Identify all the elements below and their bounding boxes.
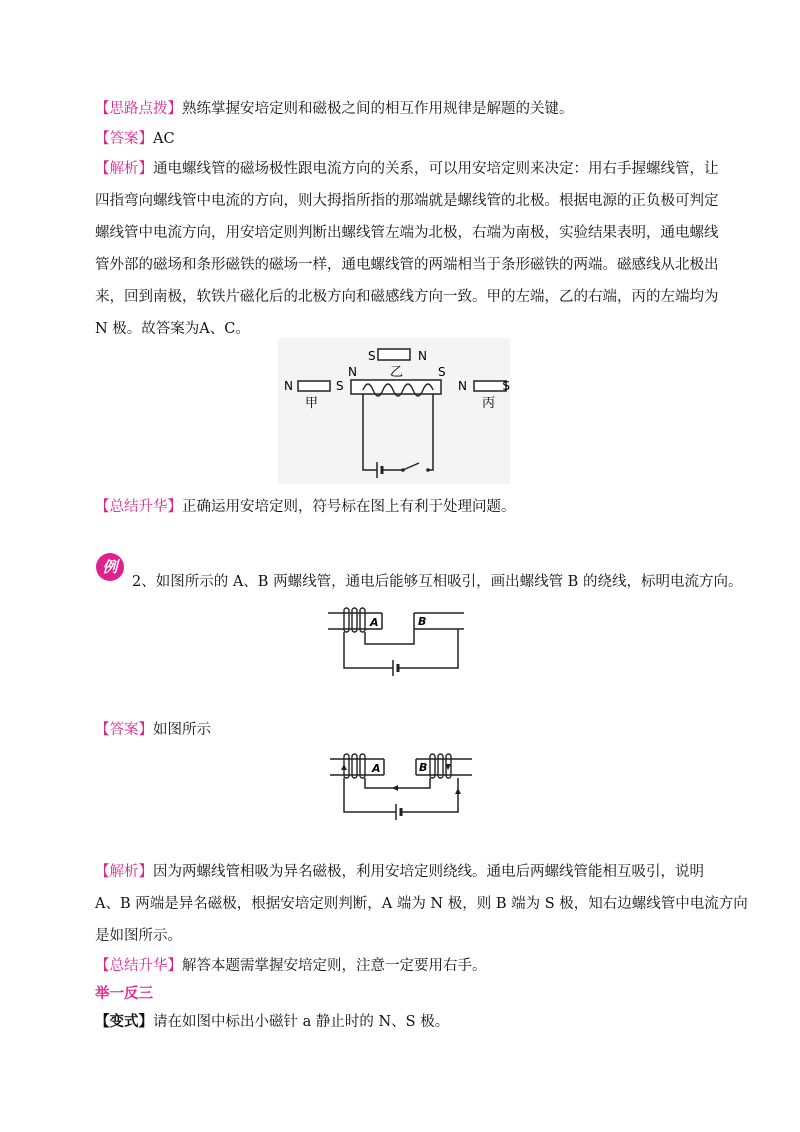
answer-2-tag: 【答案】 [95,722,153,738]
answer-1-tag: 【答案】 [95,131,153,147]
analysis-2-line-2: 是如图所示。 [95,928,182,944]
variant-question [95,1012,715,1032]
top-magnet-name: 乙 [390,365,404,380]
circuit-wire-left [344,778,396,812]
analysis-1-text-0: 通电螺线管的磁场极性跟电流方向的关系，可以用安培定则来决定：用右手握螺线管，让 [153,161,719,177]
summary-1-tag: 【总结升华】 [95,499,182,515]
coil-right-pole-label: S [438,365,446,379]
tips-tag: 【思路点拨】 [95,101,182,117]
right-magnet-n-label: N [458,379,467,393]
analysis-1-line-3: 管外部的磁场和条形磁铁的磁场一样，通电螺线管的两端相当于条形磁铁的两端。磁感线从北极出 [95,257,719,273]
summary-2-tag: 【总结升华】 [95,958,182,974]
answer-2-text: 如图所示 [153,722,211,738]
figure-2-question-diagram [328,604,464,690]
analysis-2-line-1: A、B 两端是异名磁极，根据安培定则判断，A 端为 N 极，则 B 端为 S 极，知右边螺线管中电流方向 [95,896,748,912]
connecting-wire [365,629,414,644]
section-heading: 举一反三 [95,986,153,1002]
answer-1 [95,129,715,149]
analysis-1-line-4: 来，回到南极，软铁片磁化后的北极方向和磁感线方向一致。甲的左端，乙的右端，丙的左端均为 [95,289,719,305]
left-magnet-name: 甲 [305,396,319,411]
right-magnet [474,381,506,391]
analysis-2-tag: 【解析】 [95,864,153,880]
analysis-1-line-0 [95,159,719,179]
analysis-1-line-2: 螺线管中电流方向，用安培定则判断出螺线管左端为北极，右端为南极，实验结果表明，通电螺线 [95,225,719,241]
variant-tag: 【变式】 [95,1013,153,1030]
circuit-wire-left [344,632,393,668]
coil-left-pole-label: N [348,365,357,379]
tips-paragraph [95,99,715,119]
analysis-1-line-5: N 极。故答案为A、C。 [95,321,250,337]
left-magnet [298,381,330,391]
top-magnet-n-label: N [418,349,427,363]
current-arrow-middle-left-icon [392,785,398,791]
analysis-2-line-0 [95,862,715,882]
variant-text: 请在如图中标出小磁针 a 静止时的 N、S 极。 [153,1014,450,1030]
analysis-1-tag: 【解析】 [95,161,153,177]
right-magnet-s-label: S [502,379,510,393]
circuit-wire-right [398,629,458,668]
top-magnet-s-label: S [368,349,376,363]
label-b: B [418,615,427,628]
analysis-1-line-1: 四指弯向螺线管中电流的方向，则大拇指所指的那端就是螺线管的北极。根据电源的正负极可判定 [95,193,719,209]
figure-3-answer-diagram [330,750,472,832]
answer-2 [95,720,715,740]
figure-1-solenoid-diagram [278,338,510,484]
label-a: A [372,762,381,775]
label-b: B [419,761,428,774]
left-magnet-n-label: N [284,379,293,393]
summary-2 [95,956,715,976]
current-arrow-a-up-icon [341,764,347,770]
analysis-2-text-0: 因为两螺线管相吸为异名磁极，利用安培定则绕线。通电后两螺线管能相互吸引，说明 [153,864,704,880]
top-magnet [378,349,410,360]
summary-1-text: 正确运用安培定则，符号标在图上有利于处理问题。 [182,499,516,515]
example-2-question: 2、如图所示的 A、B 两螺线管，通电后能够互相吸引，画出螺线管 B 的绕线，标明电流方向。 [132,574,743,590]
example-badge: 例 [96,553,124,581]
tips-text: 熟练掌握安培定则和磁极之间的相互作用规律是解题的关键。 [182,101,574,117]
summary-2-text: 解答本题需掌握安培定则，注意一定要用右手。 [182,958,487,974]
label-a: A [370,616,379,629]
current-arrow-right-up-icon [455,788,461,794]
left-magnet-s-label: S [336,379,344,393]
summary-1 [95,497,715,517]
right-magnet-name: 丙 [482,396,496,411]
answer-1-text: AC [153,131,175,147]
